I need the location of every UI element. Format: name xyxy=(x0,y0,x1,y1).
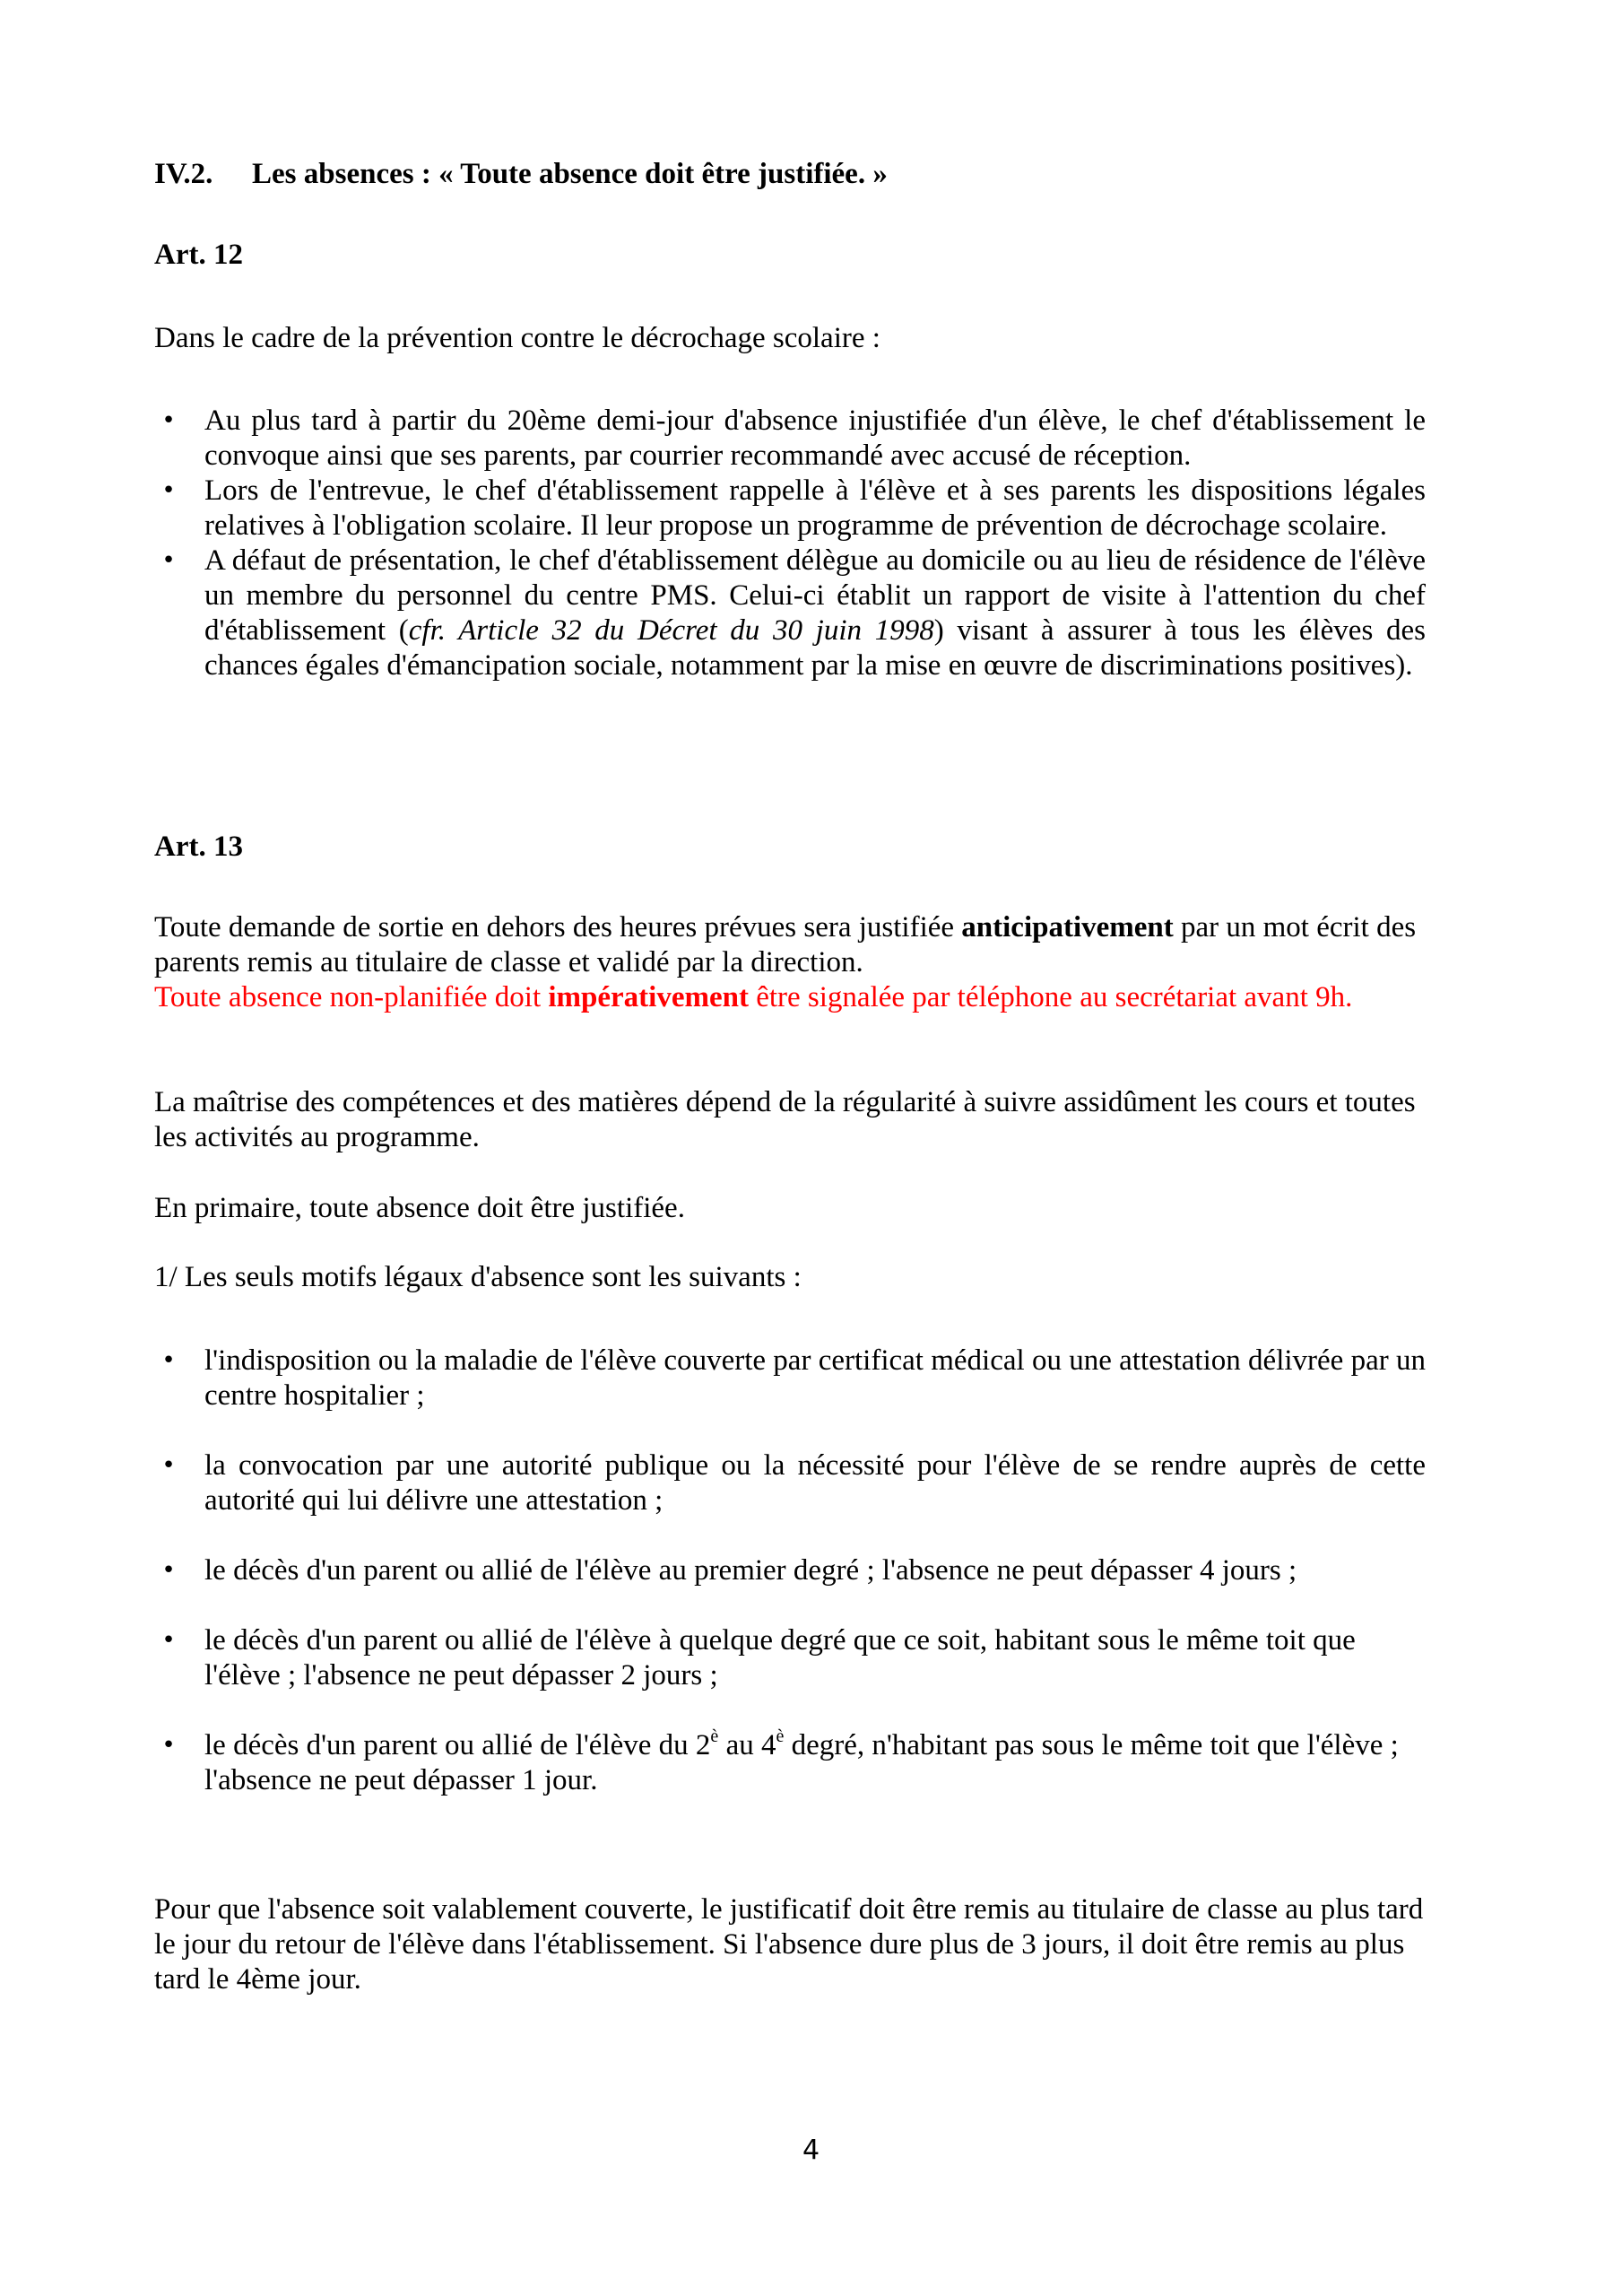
art13-paragraph-3: En primaire, toute absence doit être justifiée. xyxy=(154,1192,685,1224)
section-heading xyxy=(154,157,1426,192)
superscript: è xyxy=(710,1726,719,1746)
bullet-icon: • xyxy=(161,477,176,504)
list-item xyxy=(161,1448,1426,1518)
warning-text xyxy=(154,980,1426,1015)
text: au 4 xyxy=(718,1729,776,1761)
section-number: IV.2. xyxy=(154,158,213,190)
list-item xyxy=(161,1553,1426,1588)
emphasis: anticipativement xyxy=(961,911,1174,944)
art13-paragraph-4: 1/ Les seuls motifs légaux d'absence sont les suivants : xyxy=(154,1261,802,1293)
bullet-icon: • xyxy=(161,1347,176,1374)
list-item xyxy=(161,1726,1426,1798)
text: par un mot écrit des parents remis au titulaire de classe et validé par la direction. xyxy=(154,911,1417,978)
list-item-text: le décès d'un parent ou allié de l'élève à quelque degré que ce soit, habitant sous le même toit que l'élève ; l'absence ne peut dépasser 2 jours ; xyxy=(204,1624,1356,1692)
bullet-icon: • xyxy=(161,547,176,574)
bullet-icon: • xyxy=(161,1557,176,1584)
list-item xyxy=(161,404,1426,474)
list-item xyxy=(161,544,1426,683)
bullet-icon: • xyxy=(161,407,176,434)
section-title: Les absences : « Toute absence doit être justifiée. » xyxy=(252,158,888,190)
list-item-text: Au plus tard à partir du 20ème demi-jour d'absence injustifiée d'un élève, le chef d'établissement le convoque ainsi que ses parents, par courrier recommandé avec accusé de réception. xyxy=(204,404,1426,472)
text: le décès d'un parent ou allié de l'élève du 2 xyxy=(204,1729,711,1761)
list-item-text: A défaut de présentation, le chef d'établissement délègue au domicile ou au lieu de résidence de l'élève un membre du personnel du centre PMS. Celui-ci établit un rapport de visite à l'attention du chef d'établissement ( xyxy=(204,544,1426,647)
motifs-list xyxy=(161,1344,1426,1798)
art13-heading: Art. 13 xyxy=(154,831,243,863)
art13-paragraph-5: Pour que l'absence soit valablement couverte, le justificatif doit être remis au titulaire de classe au plus tard le jour du retour de l'élève dans l'établissement. Si l'absence dure plus de 3 jours, il doit être remis au plus tard le 4ème jour. xyxy=(154,1893,1424,1996)
list-item xyxy=(161,1623,1426,1693)
art12-list xyxy=(161,404,1426,683)
page-number: 4 xyxy=(802,2135,820,2166)
superscript: è xyxy=(776,1726,785,1746)
list-item xyxy=(161,474,1426,544)
art13-paragraph-2: La maîtrise des compétences et des matières dépend de la régularité à suivre assidûment les cours et toutes les activités au programme. xyxy=(154,1086,1416,1153)
emphasis: impérativement xyxy=(548,981,749,1013)
list-item-text: ) visant à assurer à tous les élèves des chances égales d'émancipation sociale, notamment par la mise en œuvre de discriminations positives). xyxy=(204,614,1426,682)
bullet-icon: • xyxy=(161,1627,176,1654)
decree-reference: cfr. Article 32 du Décret du 30 juin 1998 xyxy=(408,614,934,647)
list-item-text: la convocation par une autorité publique ou la nécessité pour l'élève de se rendre auprès de cette autorité qui lui délivre une attestation ; xyxy=(204,1449,1426,1517)
text: Toute demande de sortie en dehors des heures prévues sera justifiée xyxy=(154,911,962,944)
list-item-text: l'indisposition ou la maladie de l'élève couverte par certificat médical ou une attestation délivrée par un centre hospitalier ; xyxy=(204,1344,1426,1412)
list-item-text: le décès d'un parent ou allié de l'élève au premier degré ; l'absence ne peut dépasser 4 jours ; xyxy=(204,1554,1297,1587)
list-item-text: Lors de l'entrevue, le chef d'établissement rappelle à l'élève et à ses parents les dispositions légales relatives à l'obligation scolaire. Il leur propose un programme de prévention de décrochage scolaire. xyxy=(204,474,1426,542)
bullet-icon: • xyxy=(161,1452,176,1479)
bullet-icon: • xyxy=(161,1732,176,1759)
list-item xyxy=(161,1344,1426,1413)
text: être signalée par téléphone au secrétariat avant 9h. xyxy=(748,981,1353,1013)
text: Toute absence non-planifiée doit xyxy=(154,981,549,1013)
art12-intro: Dans le cadre de la prévention contre le décrochage scolaire : xyxy=(154,322,880,354)
art13-paragraph-1 xyxy=(154,910,1426,1015)
text: degré, n'habitant pas sous le même toit que l'élève ; l'absence ne peut dépasser 1 jour. xyxy=(204,1729,1399,1796)
art12-heading: Art. 12 xyxy=(154,239,243,271)
